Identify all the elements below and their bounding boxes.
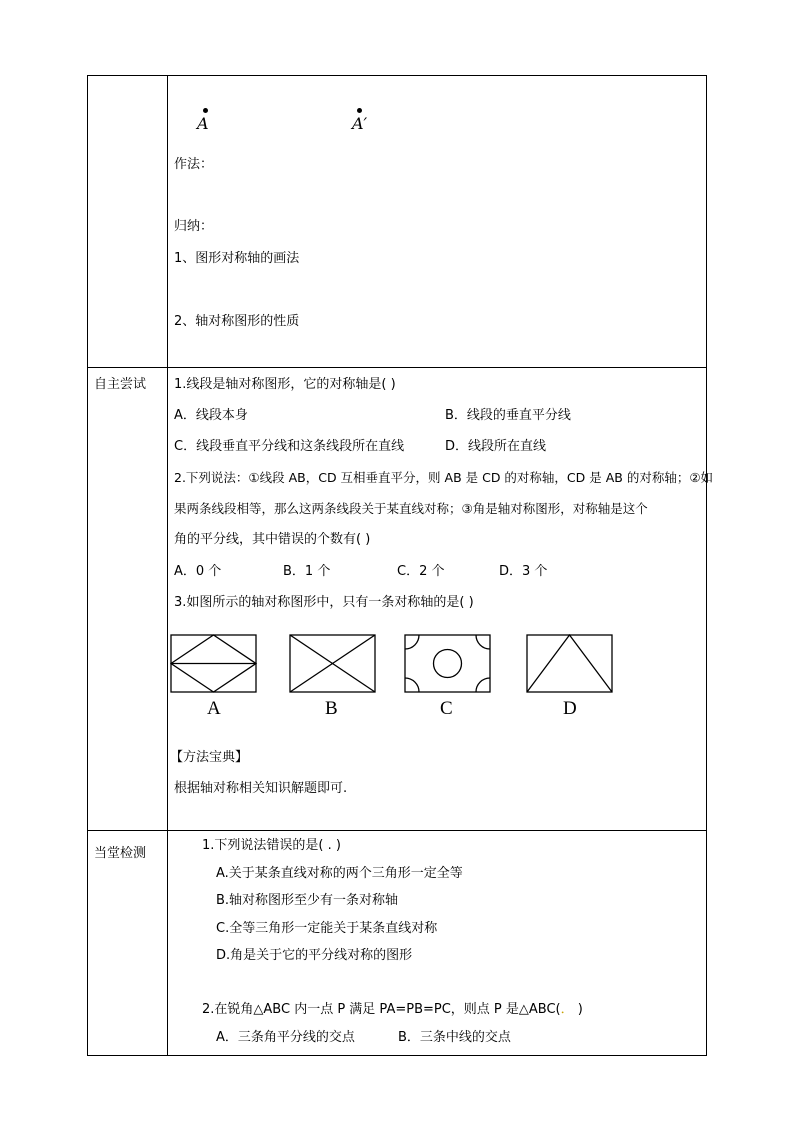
figure-d-label: D <box>563 698 577 719</box>
summary-item-2: 2、轴对称图形的性质 <box>174 314 300 329</box>
q2-line-1: 2.下列说法：①线段 AB，CD 互相垂直平分，则 AB 是 CD 的对称轴，CD 是 AB 的对称轴；②如 <box>174 470 714 485</box>
point-a-label: A <box>197 114 209 133</box>
point-a-dot <box>203 108 208 113</box>
q1-option-b: B．线段的垂直平分线 <box>445 408 571 423</box>
method-label: 作法： <box>174 157 214 172</box>
q2-option-a: A．0 个 <box>174 564 222 579</box>
point-a-prime-dot <box>357 108 362 113</box>
check-q1-option-b: B.轴对称图形至少有一条对称轴 <box>216 893 399 908</box>
table-row-divider-2 <box>87 830 706 831</box>
check-q2-mark: ． <box>560 1002 574 1017</box>
check-q2-stem-close: ) <box>573 1002 583 1017</box>
q2-line-3: 角的平分线，其中错误的个数有( ) <box>174 532 371 547</box>
q2-line-2: 果两条线段相等，那么这两条线段关于某直线对称；③角是轴对称图形，对称轴是这个 <box>174 501 648 516</box>
method-tips-text: 根据轴对称相关知识解题即可. <box>174 781 348 796</box>
table-column-divider <box>167 75 168 1055</box>
check-q1-stem: 1.下列说法错误的是( . ) <box>202 838 341 853</box>
method-tips-title: 【方法宝典】 <box>170 750 249 765</box>
q2-option-b: B．1 个 <box>283 564 331 579</box>
figure-a-label: A <box>207 698 221 719</box>
q1-option-d: D．线段所在直线 <box>445 439 547 454</box>
check-q1-option-d: D.角是关于它的平分线对称的图形 <box>216 948 413 963</box>
summary-item-1: 1、图形对称轴的画法 <box>174 251 300 266</box>
figure-c-label: C <box>440 698 453 719</box>
figure-a-rectangle-rhombus <box>170 634 258 694</box>
q1-option-a: A．线段本身 <box>174 408 248 423</box>
check-q1-option-a: A.关于某条直线对称的两个三角形一定全等 <box>216 866 463 881</box>
check-q2-option-b: B．三条中线的交点 <box>398 1030 511 1045</box>
section-header-self-try: 自主尝试 <box>94 377 147 392</box>
q1-option-c: C．线段垂直平分线和这条线段所在直线 <box>174 439 405 454</box>
figure-b-label: B <box>325 698 338 719</box>
figure-b-rectangle-diagonals <box>289 634 377 694</box>
point-a-prime-label: A′ <box>352 114 368 133</box>
summary-label: 归纳： <box>174 219 214 234</box>
q1-stem: 1.线段是轴对称图形，它的对称轴是( ) <box>174 377 396 392</box>
check-q2-stem <box>202 1002 583 1018</box>
figure-c-rectangle-circle-arcs <box>404 634 492 694</box>
check-q2-option-a: A．三条角平分线的交点 <box>216 1030 355 1045</box>
section-header-in-class-check: 当堂检测 <box>94 846 147 861</box>
q2-option-d: D．3 个 <box>499 564 548 579</box>
table-row-divider-1 <box>87 367 706 368</box>
check-q1-option-c: C.全等三角形一定能关于某条直线对称 <box>216 921 438 936</box>
check-q2-stem-text: 2.在锐角△ABC 内一点 P 满足 PA=PB=PC，则点 P 是△ABC( <box>202 1002 561 1017</box>
q3-stem: 3.如图所示的轴对称图形中，只有一条对称轴的是( ) <box>174 595 474 610</box>
figure-d-rectangle-triangle <box>526 634 614 694</box>
q2-option-c: C．2 个 <box>397 564 445 579</box>
